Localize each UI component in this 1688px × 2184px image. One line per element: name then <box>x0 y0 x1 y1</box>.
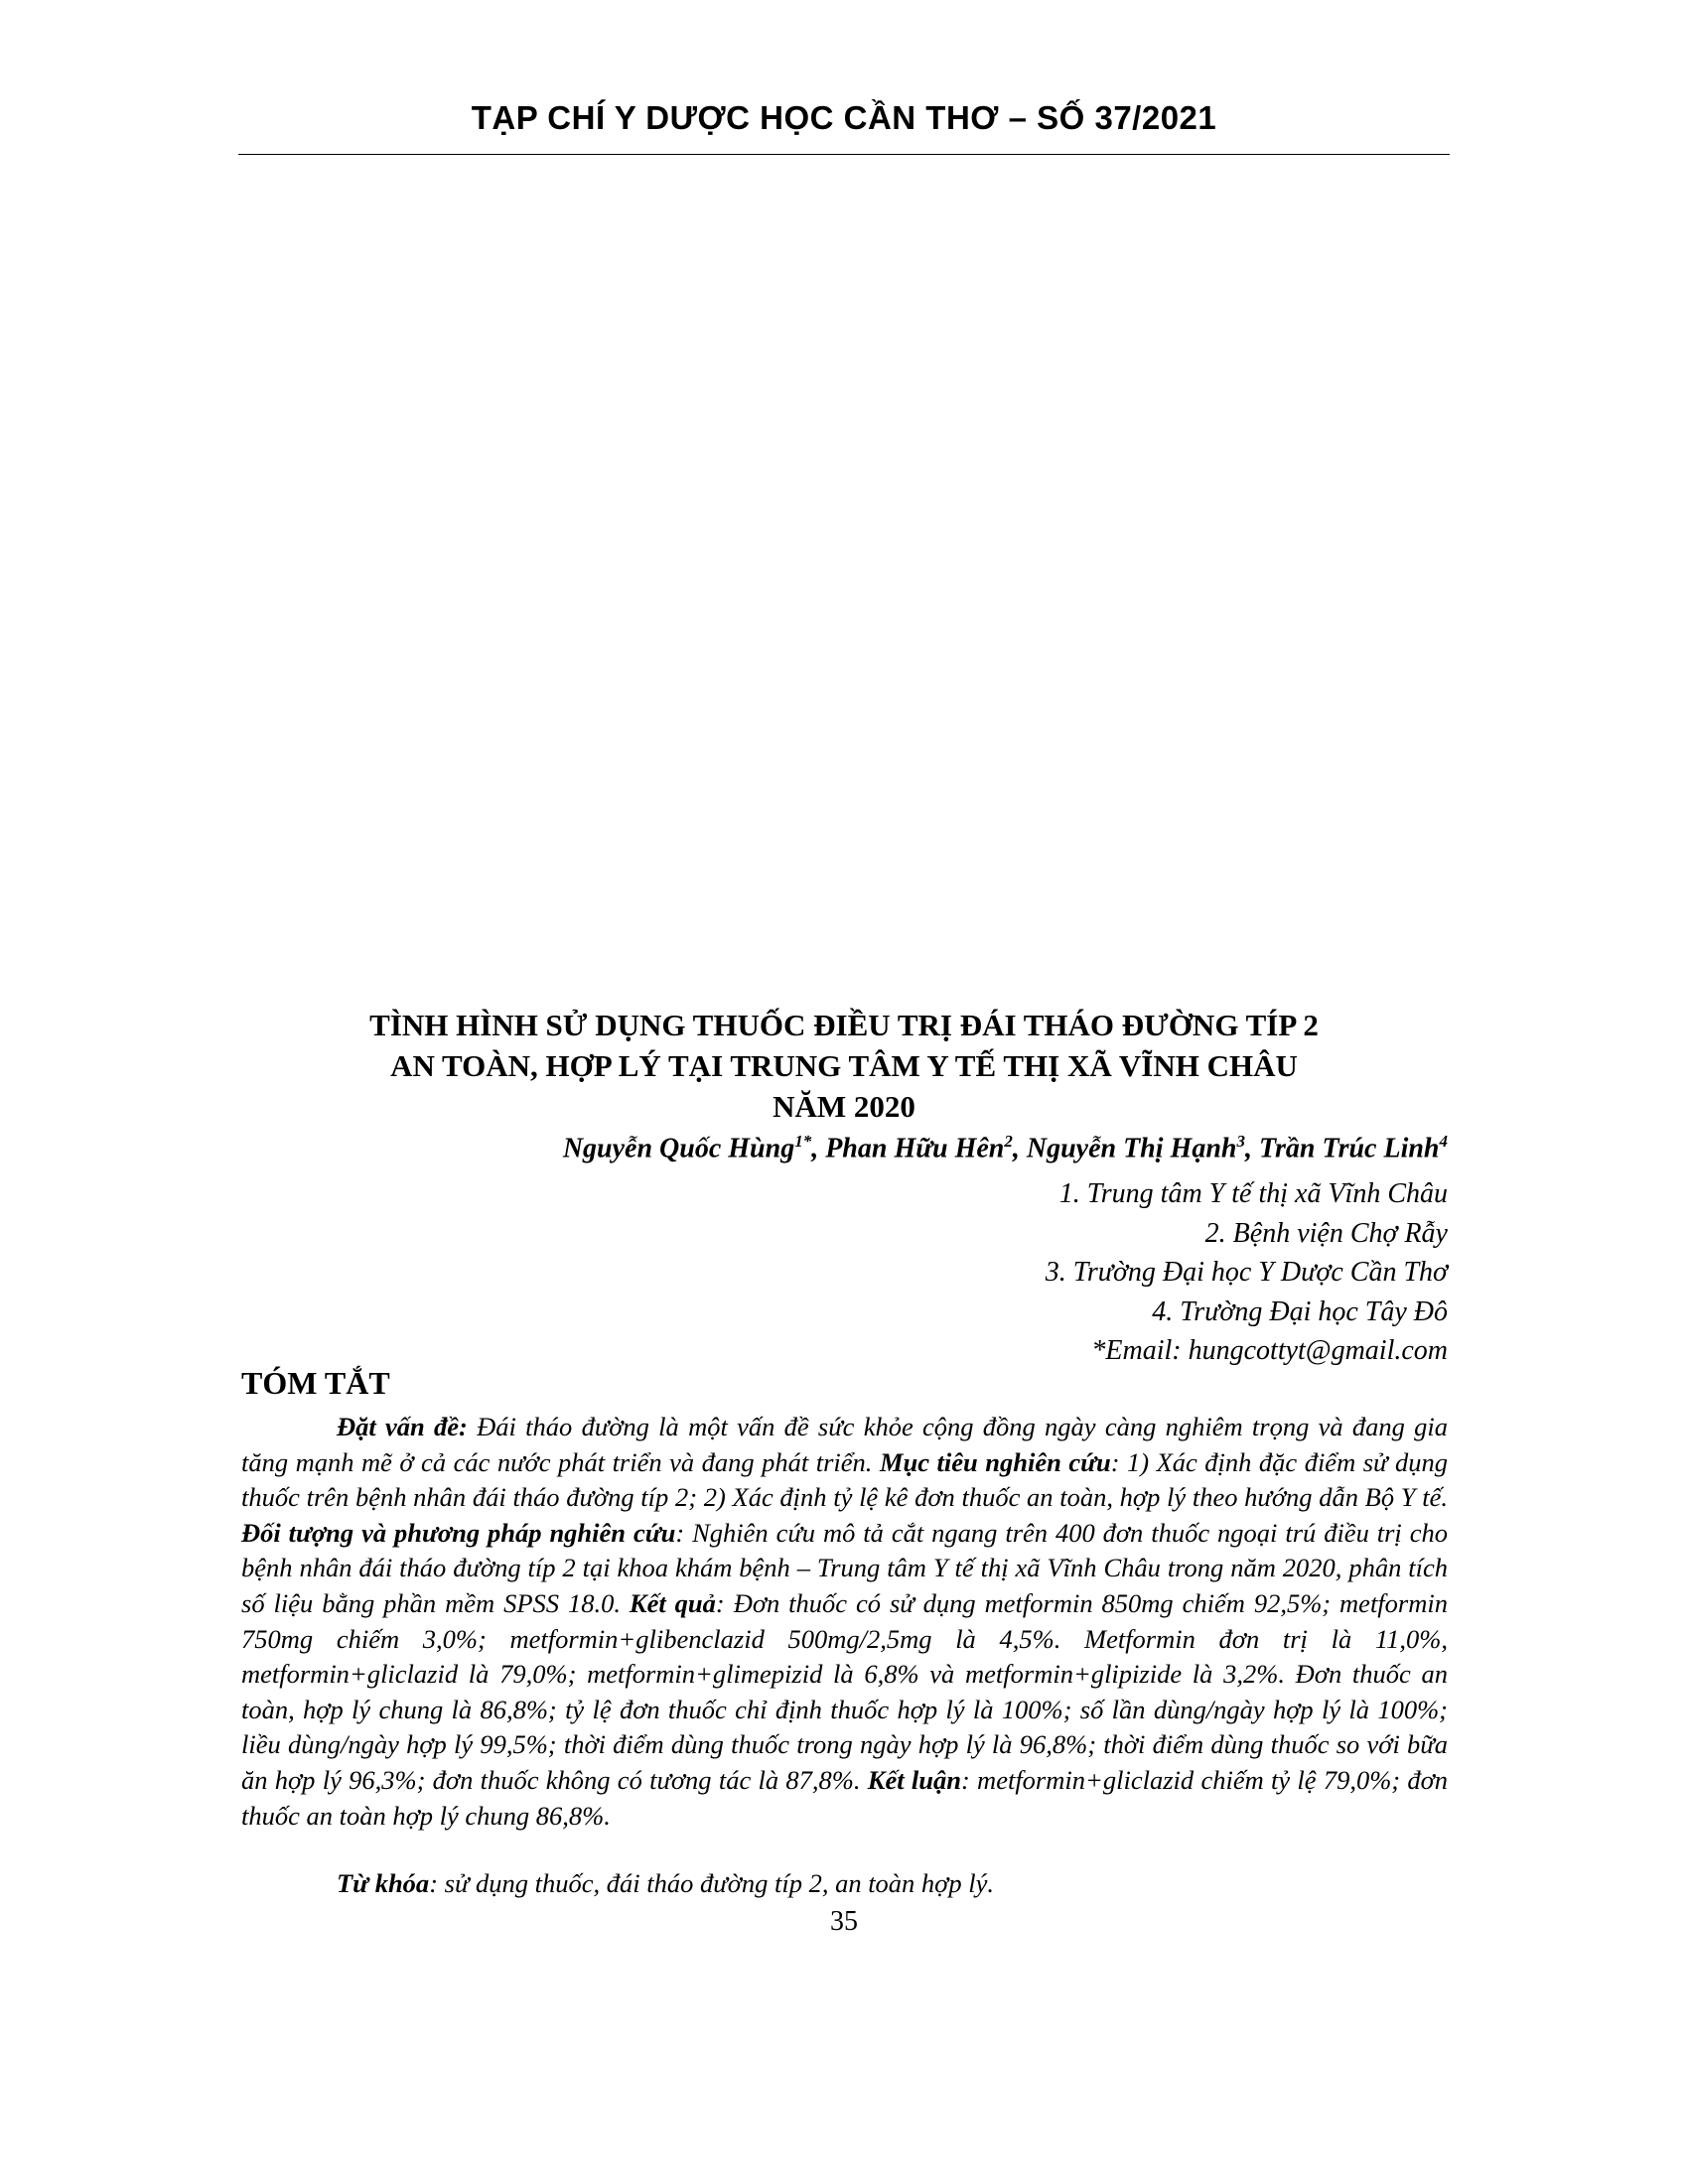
author-separator: , <box>1244 1133 1259 1164</box>
title-line-3: NĂM 2020 <box>773 1089 915 1124</box>
author-name: Nguyễn Thị Hạnh <box>1026 1133 1237 1164</box>
affiliation-item: 1. Trung tâm Y tế thị xã Vĩnh Châu <box>1058 1178 1448 1209</box>
affiliation-item: 3. Trường Đại học Y Dược Cần Thơ <box>1045 1257 1448 1289</box>
abstract-body <box>241 1410 1448 1834</box>
page-number: 35 <box>830 1906 858 1937</box>
results-label: Kết quả <box>629 1587 716 1618</box>
author-affiliation-mark: 4 <box>1439 1132 1448 1151</box>
keywords-label: Từ khóa <box>337 1868 430 1898</box>
objectives-text: : 1) Xác định đặc điểm sử dụng thuốc trên bệnh nhân đái tháo đường típ 2; 2) Xác định tỷ lệ kê đơn thuốc an toàn, hợp lý theo hướng dẫn Bộ Y tế. <box>241 1446 1448 1513</box>
author-name: Nguyễn Quốc Hùng <box>562 1133 795 1164</box>
article-title <box>238 1005 1450 1127</box>
author-affiliation-mark: 3 <box>1236 1132 1245 1151</box>
corresponding-email: *Email: hungcottyt@gmail.com <box>1091 1335 1448 1367</box>
results-text: : Đơn thuốc có sử dụng metformin 850mg chiếm 92,5%; metformin 750mg chiếm 3,0%; metformin+glibenclazid 500mg/2,5mg là 4,5%. Metformin đơn trị là 11,0%, metformin+gliclazid là 79,0%; metformin+glimepizid là 6,8% và metformin+glipizide là 3,2%. Đơn thuốc an toàn, hợp lý chung là 86,8%; tỷ lệ đơn thuốc chỉ định thuốc hợp lý là 100%; số lần dùng/ngày hợp lý là 100%; liều dùng/ngày hợp lý 99,5%; thời điểm dùng thuốc trong ngày hợp lý là 96,8%; thời điểm dùng thuốc so với bữa ăn hợp lý 96,3%; đơn thuốc không có tương tác là 87,8%. <box>241 1587 1448 1795</box>
journal-header: TẠP CHÍ Y DƯỢC HỌC CẦN THƠ – SỐ 37/2021 <box>471 99 1217 136</box>
title-line-2: AN TOÀN, HỢP LÝ TẠI TRUNG TÂM Y TẾ THỊ XÃ VĨNH CHÂU <box>390 1048 1298 1083</box>
keywords-text: : sử dụng thuốc, đái tháo đường típ 2, an toàn hợp lý. <box>429 1868 994 1898</box>
background-label: Đặt vấn đề: <box>337 1412 468 1441</box>
keywords-line <box>337 1868 994 1899</box>
author-name: Phan Hữu Hên <box>825 1133 1005 1164</box>
author-affiliation-mark: 2 <box>1004 1132 1013 1151</box>
affiliation-list <box>1046 1174 1448 1371</box>
author-affiliation-mark: 1* <box>794 1132 812 1151</box>
conclusion-text: : metformin+gliclazid chiếm tỷ lệ 79,0%; đơn thuốc an toàn hợp lý chung 86,8%. <box>241 1764 1449 1831</box>
methods-text: : Nghiên cứu mô tả cắt ngang trên 400 đơn thuốc ngoại trú điều trị cho bệnh nhân đái tháo đường típ 2 tại khoa khám bệnh – Trung tâm Y tế thị xã Vĩnh Châu trong năm 2020, phân tích số liệu bằng phần mềm SPSS 18.0. <box>241 1517 1448 1618</box>
header-divider <box>238 154 1450 155</box>
author-separator: , <box>811 1133 826 1164</box>
author-name: Trần Trúc Linh <box>1258 1133 1440 1164</box>
affiliation-item: 4. Trường Đại học Tây Đô <box>1152 1296 1448 1327</box>
author-separator: , <box>1012 1133 1027 1164</box>
conclusion-label: Kết luận <box>867 1764 961 1795</box>
background-text: Đái tháo đường là một vấn đề sức khỏe cộng đồng ngày càng nghiêm trọng và đang gia tăng mạnh mẽ ở cả các nước phát triển và đang phát triển. <box>241 1412 1449 1477</box>
author-list <box>563 1132 1448 1164</box>
title-line-1: TÌNH HÌNH SỬ DỤNG THUỐC ĐIỀU TRỊ ĐÁI THÁO ĐƯỜNG TÍP 2 <box>369 1008 1319 1042</box>
affiliation-item: 2. Bệnh viện Chợ Rẫy <box>1204 1217 1448 1249</box>
methods-label: Đối tượng và phương pháp nghiên cứu <box>241 1517 676 1548</box>
objectives-label: Mục tiêu nghiên cứu <box>879 1446 1111 1477</box>
abstract-heading: TÓM TẮT <box>241 1365 390 1401</box>
